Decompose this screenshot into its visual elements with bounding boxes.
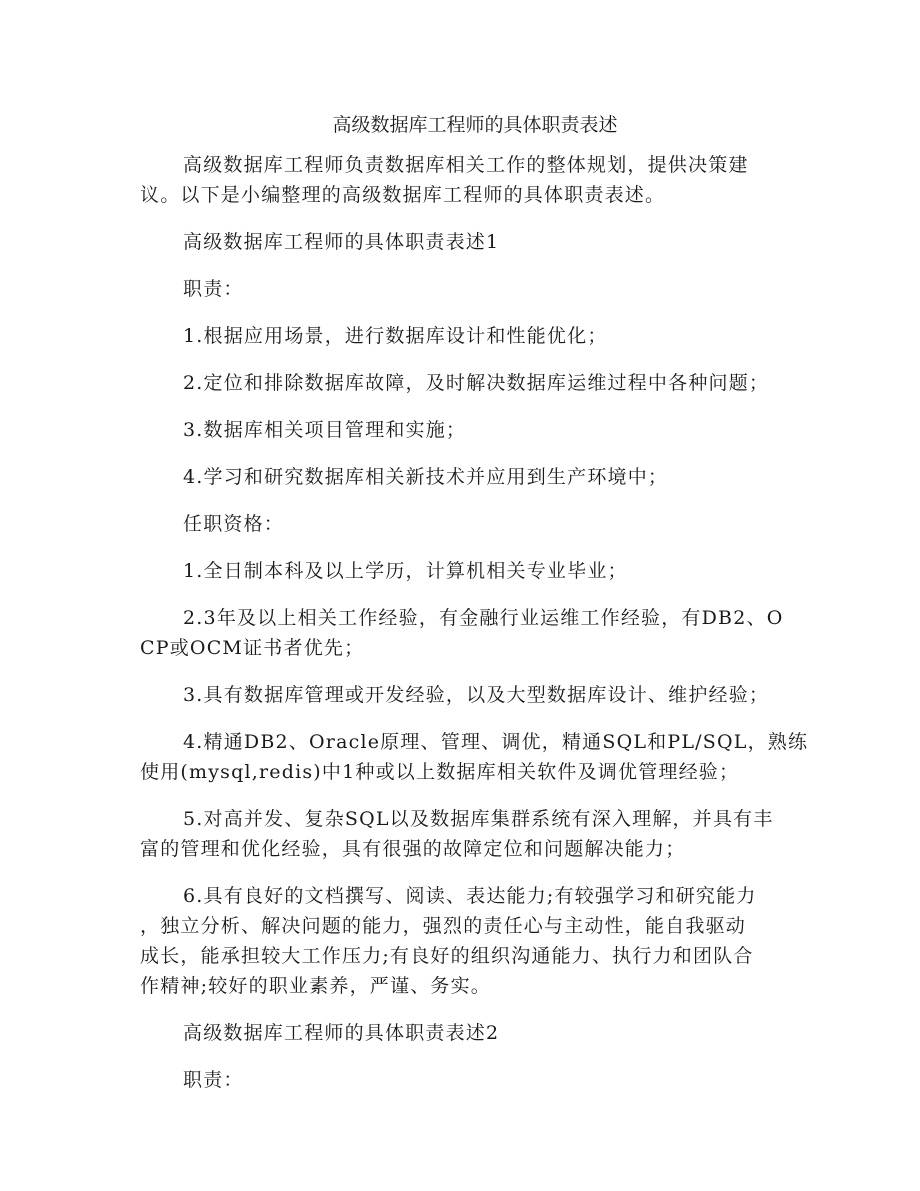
paragraph	[140, 804, 790, 864]
paragraph-line: 议。以下是小编整理的高级数据库工程师的具体职责表述。	[140, 184, 666, 206]
paragraph-line: 高级数据库工程师负责数据库相关工作的整体规划，提供决策建	[183, 154, 749, 176]
paragraph	[140, 1018, 790, 1048]
paragraph	[140, 1065, 790, 1095]
paragraph	[140, 415, 790, 445]
paragraph-line: 3.具有数据库管理或开发经验，以及大型数据库设计、维护经验；	[183, 684, 770, 706]
document-page	[140, 110, 809, 1112]
paragraph-line: 高级数据库工程师的具体职责表述2	[183, 1022, 500, 1044]
paragraph-line: 任职资格：	[183, 513, 285, 535]
paragraph-line: 4.精通DB2、Oracle原理、管理、调优，精通SQL和PL/SQL，熟练	[183, 731, 809, 753]
paragraph-line: ，独立分析、解决问题的能力，强烈的责任心与主动性，能自我驱动	[140, 915, 747, 937]
document-title: 高级数据库工程师的具体职责表述	[332, 114, 618, 136]
paragraph-line: 使用(mysql,redis)中1种或以上数据库相关软件及调优管理经验；	[140, 761, 740, 783]
paragraph-line: 3.数据库相关项目管理和实施；	[183, 419, 467, 441]
paragraph-line: 富的管理和优化经验，具有很强的故障定位和问题解决能力；	[140, 838, 686, 860]
paragraph-line: 1.全日制本科及以上学历，计算机相关专业毕业；	[183, 560, 628, 582]
paragraph-line: 高级数据库工程师的具体职责表述1	[183, 231, 500, 253]
paragraph	[140, 509, 790, 539]
document-body	[140, 150, 809, 1095]
paragraph-line: 5.对高并发、复杂SQL以及数据库集群系统有深入理解，并具有丰	[183, 808, 774, 830]
paragraph-line: 4.学习和研究数据库相关新技术并应用到生产环境中；	[183, 466, 669, 488]
paragraph	[140, 368, 790, 398]
paragraph	[140, 150, 790, 210]
paragraph-line: 职责：	[183, 1069, 244, 1091]
paragraph	[140, 680, 790, 710]
paragraph-line: 2.3年及以上相关工作经验，有金融行业运维工作经验，有DB2、O	[183, 607, 784, 629]
paragraph	[140, 603, 790, 663]
paragraph	[140, 881, 790, 1001]
paragraph	[140, 274, 790, 304]
paragraph	[140, 321, 790, 351]
paragraph	[140, 727, 809, 787]
paragraph	[140, 227, 790, 257]
paragraph-line: CP或OCM证书者优先；	[140, 637, 365, 659]
paragraph	[140, 462, 790, 492]
paragraph-line: 1.根据应用场景，进行数据库设计和性能优化；	[183, 325, 608, 347]
paragraph-line: 职责：	[183, 278, 244, 300]
paragraph-line: 作精神;较好的职业素养，严谨、务实。	[140, 975, 492, 997]
paragraph-line: 2.定位和排除数据库故障，及时解决数据库运维过程中各种问题；	[183, 372, 770, 394]
paragraph-line: 成长，能承担较大工作压力;有良好的组织沟通能力、执行力和团队合	[140, 945, 754, 967]
paragraph	[140, 556, 790, 586]
paragraph-line: 6.具有良好的文档撰写、阅读、表达能力;有较强学习和研究能力	[183, 885, 757, 907]
